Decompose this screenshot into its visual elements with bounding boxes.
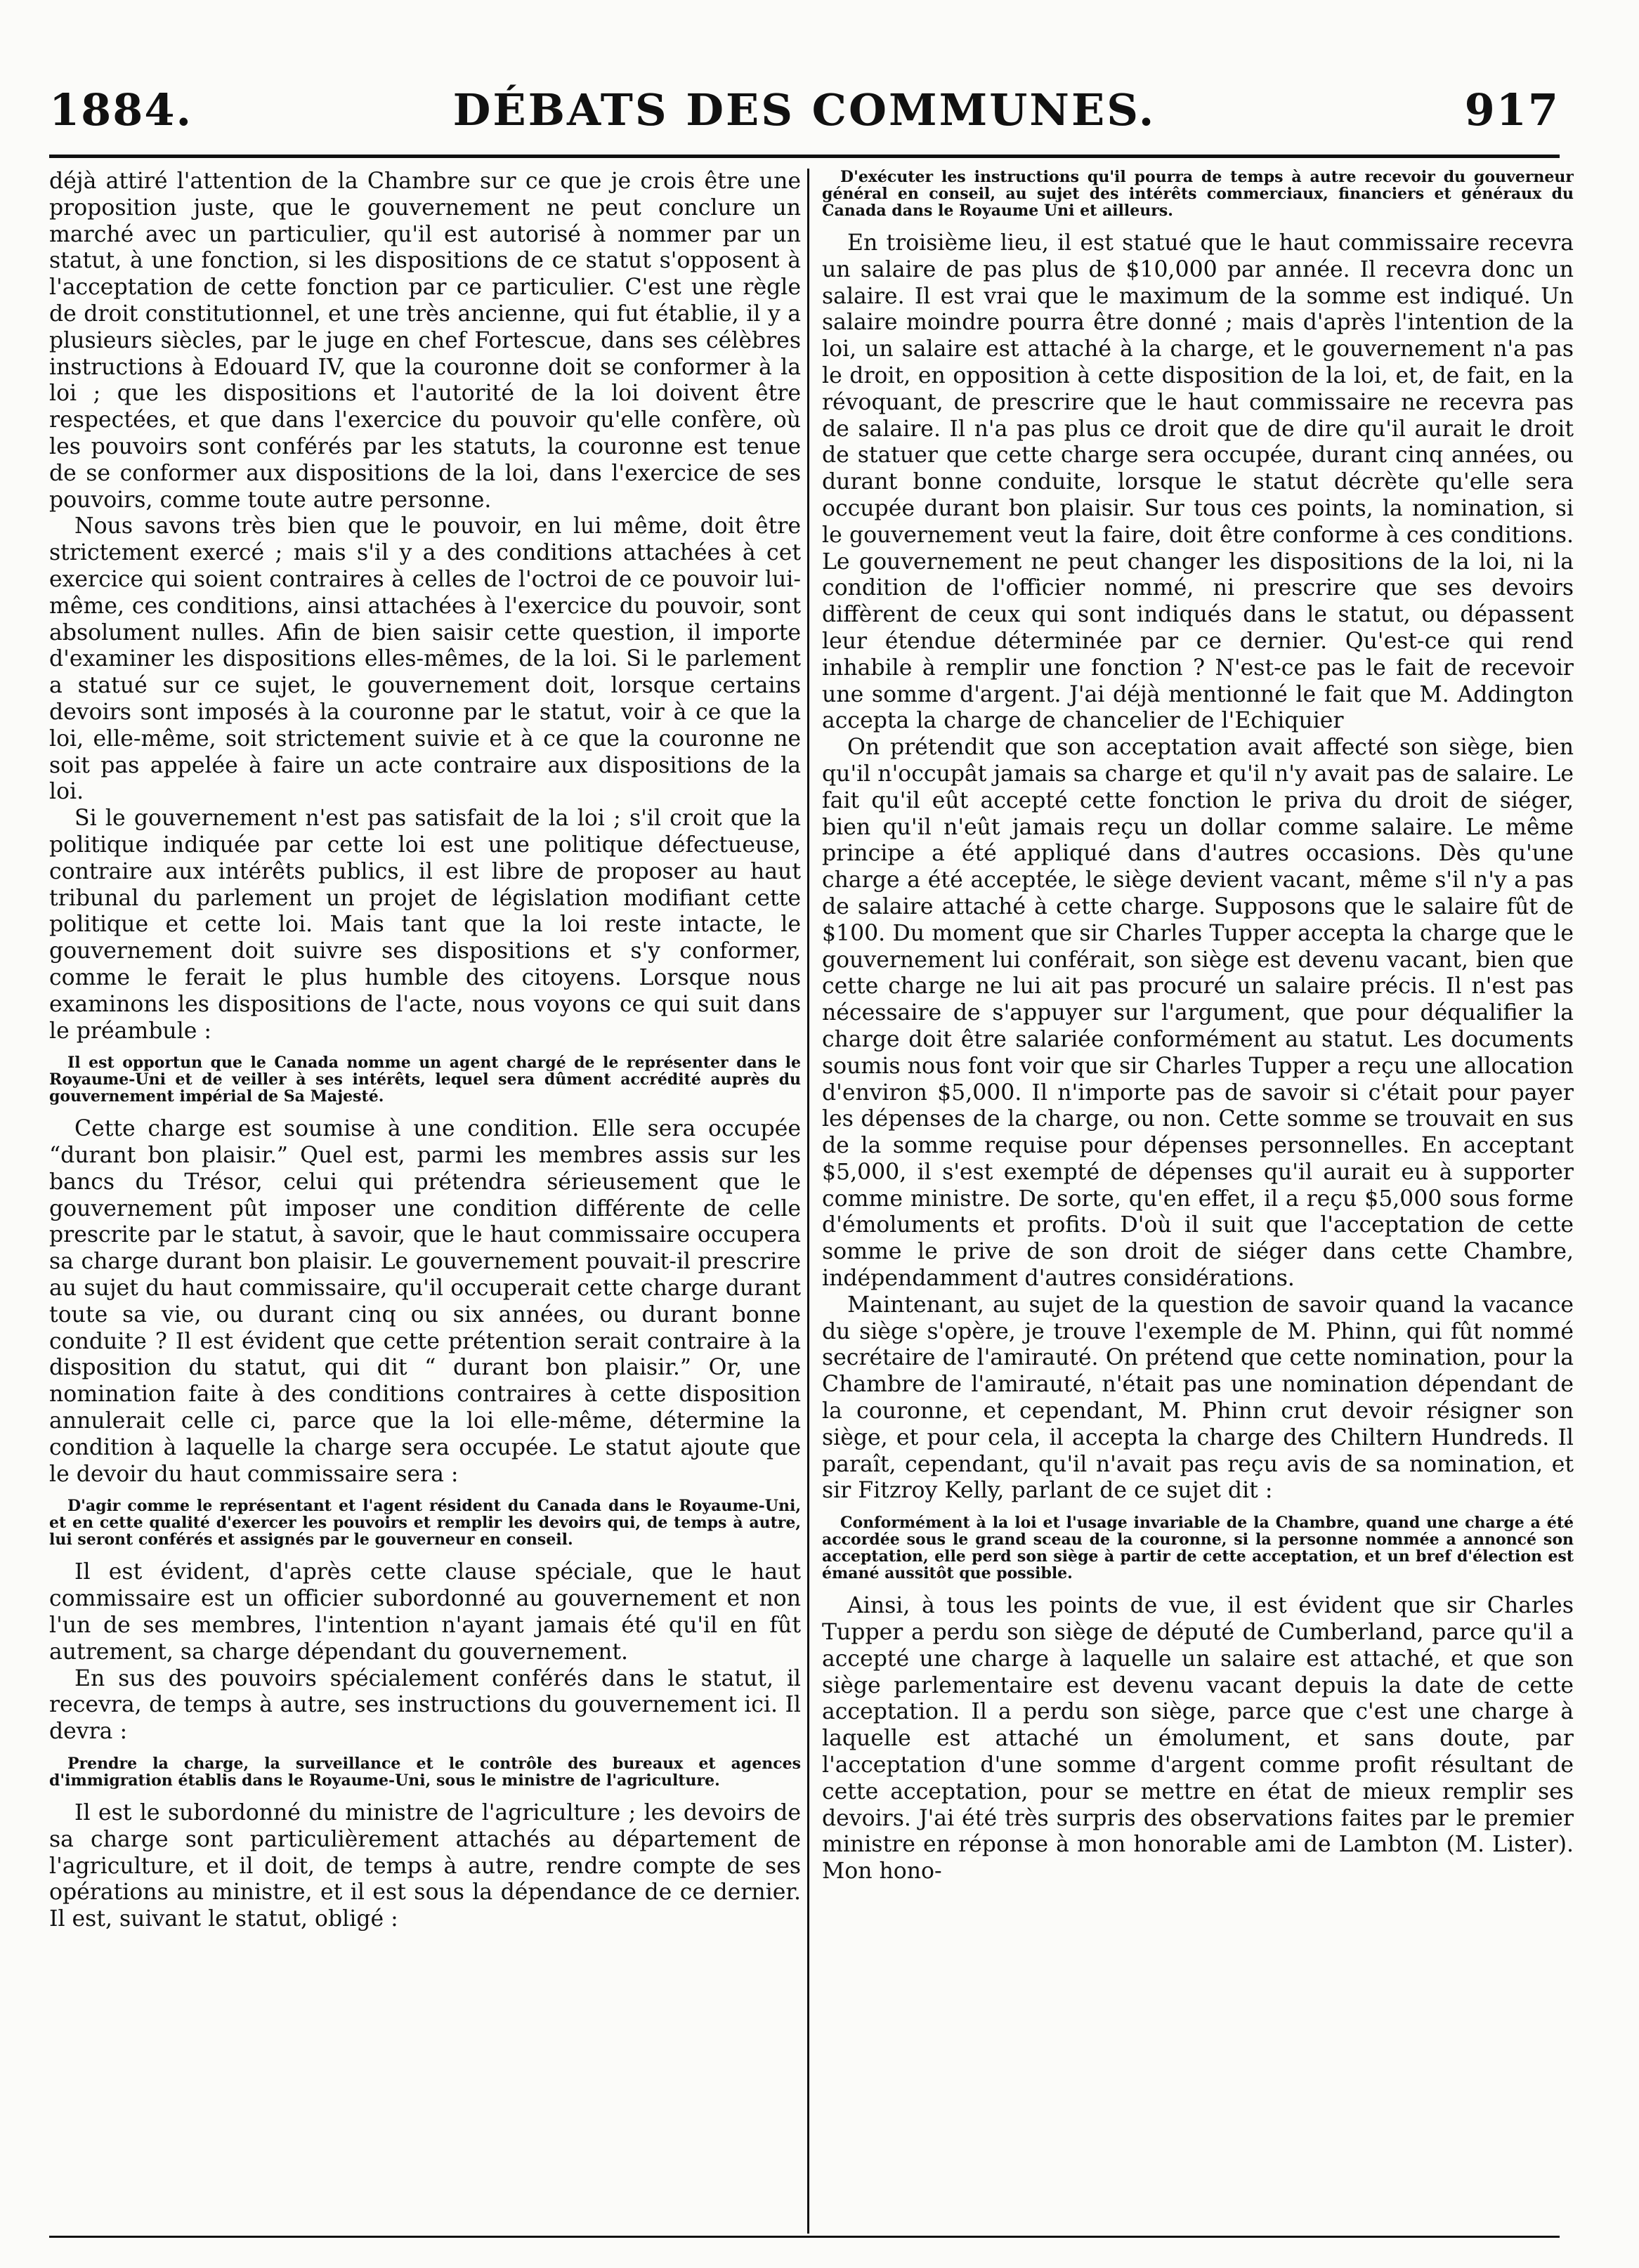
left-paragraph-4: Cette charge est soumise à une condition. Elle sera occupée “durant bon plaisir.” Quel est, parmi les membres assis sur les bancs du Trésor, celui qui prétendra sérieusement que le gouvernement pût imposer une condition différente de celle prescrite par le statut, à savoir, que le haut commissaire occupera sa charge durant bon plaisir. Le gouvernement pouvait-il prescrire au sujet du haut commissaire, qu'il occuperait cette charge durant toute sa vie, ou durant cinq ou six années, ou durant bonne conduite ? Il est évident que cette prétention serait contraire à la disposition du statut, qui dit “ durant bon plaisir.” Or, une nomination faite à des conditions contraires à cette disposition annulerait celle ci, parce que la loi elle-même, détermine la condition à laquelle la charge sera occupée. Le statut ajoute que le devoir du haut commissaire sera :: [49, 1116, 801, 1487]
header-rule: [49, 155, 1560, 158]
right-paragraph-1: En troisième lieu, il est statué que le haut commissaire recevra un salaire de pas plus de $10,000 par année. Il recevra donc un salaire. Il est vrai que le maximum de la somme est indiqué. Un salaire moindre pourra être donné ; mais d'après l'intention de la loi, un salaire est attaché à la charge, et le gouvernement n'a pas le droit, en opposition à cette disposition de la loi, et, de fait, en la révoquant, de prescrire que le haut commissaire ne recevra pas de salaire. Il n'a pas plus ce droit que de dire qu'il aurait le droit de statuer que cette charge sera occupée, durant cinq années, ou durant bonne conduite, lorsque le statut décrète qu'elle sera occupée durant bon plaisir. Sur tous ces points, la nomination, si le gouvernement veut la faire, doit être conforme à ces conditions. Le gouvernement ne peut changer les dispositions de la loi, ni la condition de l'officier nommé, ni prescrire que ses devoirs diffèrent de ceux qui sont indiqués dans le statut, ou dépassent leur étendue déterminée par ce dernier. Qu'est-ce qui rend inhabile à remplir une fonction ? N'est-ce pas le fait de recevoir une somme d'argent. J'ai déjà mentionné le fait que M. Addington accepta la charge de chancelier de l'Echiquier: [822, 230, 1574, 734]
left-column: [49, 169, 801, 2230]
left-paragraph-1: déjà attiré l'attention de la Chambre sur ce que je crois être une proposition juste, que le gouvernement ne peut conclure un marché avec un particulier, qu'il est autorisé à nommer par un statut, à une fonction, si les dispositions de ce statut s'opposent à l'acceptation de cette fonction par ce particulier. C'est une règle de droit constitutionnel, et une très ancienne, qui fut établie, il y a plusieurs siècles, par le juge en chef Fortescue, dans ses célèbres instructions à Edouard IV, que la couronne doit se conformer à la loi ; que les dispositions et l'autorité de la loi doivent être respectées, et que dans l'exercice du pouvoir qu'elle confère, où les pouvoirs sont conférés par les statuts, la couronne est tenue de se conformer aux dispositions de la loi, dans l'exercice de ses pouvoirs, comme toute autre personne.: [49, 169, 801, 513]
left-paragraph-7: Il est le subordonné du ministre de l'agriculture ; les devoirs de sa charge sont particulièrement attachés au département de l'agriculture, et il doit, de temps à autre, rendre compte de ses opérations au ministre, et il est sous la dépendance de ce dernier. Il est, suivant le statut, obligé :: [49, 1800, 801, 1932]
left-quote-1: Il est opportun que le Canada nomme un agent chargé de le représenter dans le Royaume-Uni et de veiller à ses intérêts, lequel sera dûment accrédité auprès du gouvernement impérial de Sa Majesté.: [49, 1054, 801, 1106]
left-quote-2: D'agir comme le représentant et l'agent résident du Canada dans le Royaume-Uni, et en cette qualité d'exercer les pouvoirs et remplir les devoirs qui, de temps à autre, lui seront conférés et assignés par le gouverneur en conseil.: [49, 1497, 801, 1549]
left-paragraph-6: En sus des pouvoirs spécialement conférés dans le statut, il recevra, de temps à autre, ses instructions du gouvernement ici. Il devra :: [49, 1665, 801, 1745]
header-year: 1884.: [49, 84, 193, 136]
left-paragraph-2: Nous savons très bien que le pouvoir, en lui même, doit être strictement exercé ; mais s'il y a des conditions attachées à cet exercice qui soient contraires à celles de l'octroi de ce pouvoir lui-même, ces conditions, ainsi attachées à l'exercice du pouvoir, sont absolument nulles. Afin de bien saisir cette question, il importe d'examiner les dispositions elles-mêmes, de la loi. Si le parlement a statué sur ce sujet, le gouvernement doit, lorsque certains devoirs sont imposés à la couronne par le statut, voir à ce que la loi, elle-même, soit strictement suivie et à ce que la couronne ne soit pas appelée à faire un acte contraire aux dispositions de la loi.: [49, 513, 801, 805]
header-page-number: 917: [1464, 84, 1560, 136]
left-quote-3: Prendre la charge, la surveillance et le contrôle des bureaux et agences d'immigration établis dans le Royaume-Uni, sous le ministre de l'agriculture.: [49, 1755, 801, 1790]
right-column: [822, 169, 1574, 2230]
footer-rule: [49, 2236, 1560, 2238]
left-paragraph-3: Si le gouvernement n'est pas satisfait de la loi ; s'il croit que la politique indiquée par cette loi est une politique défectueuse, contraire aux intérêts publics, il est libre de proposer au haut tribunal du parlement un projet de législation modifiant cette politique et cette loi. Mais tant que la loi reste intacte, le gouvernement doit suivre ses dispositions et s'y conformer, comme le ferait le plus humble des citoyens. Lorsque nous examinons les dispositions de l'acte, nous voyons ce qui suit dans le préambule :: [49, 806, 801, 1044]
right-paragraph-4: Ainsi, à tous les points de vue, il est évident que sir Charles Tupper a perdu son siège de député de Cumberland, parce qu'il a accepté une charge à laquelle un salaire est attaché, et que son siège parlementaire est devenu vacant depuis la date de cette acceptation. Il a perdu son siège, parce que c'est une charge à laquelle est attaché un émolument, et sans doute, par l'acceptation d'une somme d'argent comme profit résultant de cette acceptation, pour se mettre en état de mieux remplir ses devoirs. J'ai été très surpris des observations faites par le premier ministre en réponse à mon honorable ami de Lambton (M. Lister). Mon hono-: [822, 1593, 1574, 1884]
right-quote-2: Conformément à la loi et l'usage invariable de la Chambre, quand une charge a été accordée sous le grand sceau de la couronne, si la personne nommée a annoncé son acceptation, elle perd son siège à partir de cette acceptation, et un bref d'élection est émané aussitôt que possible.: [822, 1514, 1574, 1583]
left-paragraph-5: Il est évident, d'après cette clause spéciale, que le haut commissaire est un officier subordonné au gouvernement et non l'un de ses membres, l'intention n'ayant jamais été qu'il en fût autrement, sa charge dépendant du gouvernement.: [49, 1559, 801, 1665]
header-title: DÉBATS DES COMMUNES.: [452, 84, 1156, 136]
right-paragraph-2: On prétendit que son acceptation avait affecté son siège, bien qu'il n'occupât jamais sa charge et qu'il n'y avait pas de salaire. Le fait qu'il eût accepté cette fonction le priva du droit de siéger, bien qu'il n'eût jamais reçu un dollar comme salaire. Le même principe a été appliqué dans d'autres occasions. Dès qu'une charge a été acceptée, le siège devient vacant, même s'il n'y a pas de salaire attaché à cette charge. Supposons que le salaire fût de $100. Du moment que sir Charles Tupper accepta la charge que le gouvernement lui conférait, son siège est devenu vacant, bien que cette charge ne lui ait pas procuré un salaire précis. Il n'est pas nécessaire de s'appuyer sur l'argument, que pour déqualifier la charge doit être salariée conformément au statut. Les documents soumis nous font voir que sir Charles Tupper a reçu une allocation d'environ $5,000. Il n'importe pas de savoir si c'était pour payer les dépenses de la charge, ou non. Cette somme se trouvait en sus de la somme requise pour dépenses personnelles. En acceptant $5,000, il s'est exempté de dépenses qu'il aurait eu à supporter comme ministre. De sorte, qu'en effet, il a reçu $5,000 sous forme d'émoluments et profits. D'où il suit que l'acceptation de cette somme le prive de son droit de siéger dans cette Chambre, indépendamment d'autres considérations.: [822, 735, 1574, 1292]
page-header: [49, 84, 1560, 148]
right-paragraph-3: Maintenant, au sujet de la question de savoir quand la vacance du siège s'opère, je trouve l'exemple de M. Phinn, qui fût nommé secrétaire de l'amirauté. On prétend que cette nomination, pour la Chambre de l'amirauté, n'était pas une nomination dépendant de la couronne, et cependant, M. Phinn crut devoir résigner son siège, et pour cela, il accepta la charge des Chiltern Hundreds. Il paraît, cependant, qu'il n'avait pas reçu avis de sa nomination, et sir Fitzroy Kelly, parlant de ce sujet dit :: [822, 1292, 1574, 1504]
column-divider: [807, 169, 809, 2234]
right-quote-1: D'exécuter les instructions qu'il pourra de temps à autre recevoir du gouverneur général en conseil, au sujet des intérêts commerciaux, financiers et généraux du Canada dans le Royaume Uni et ailleurs.: [822, 169, 1574, 220]
